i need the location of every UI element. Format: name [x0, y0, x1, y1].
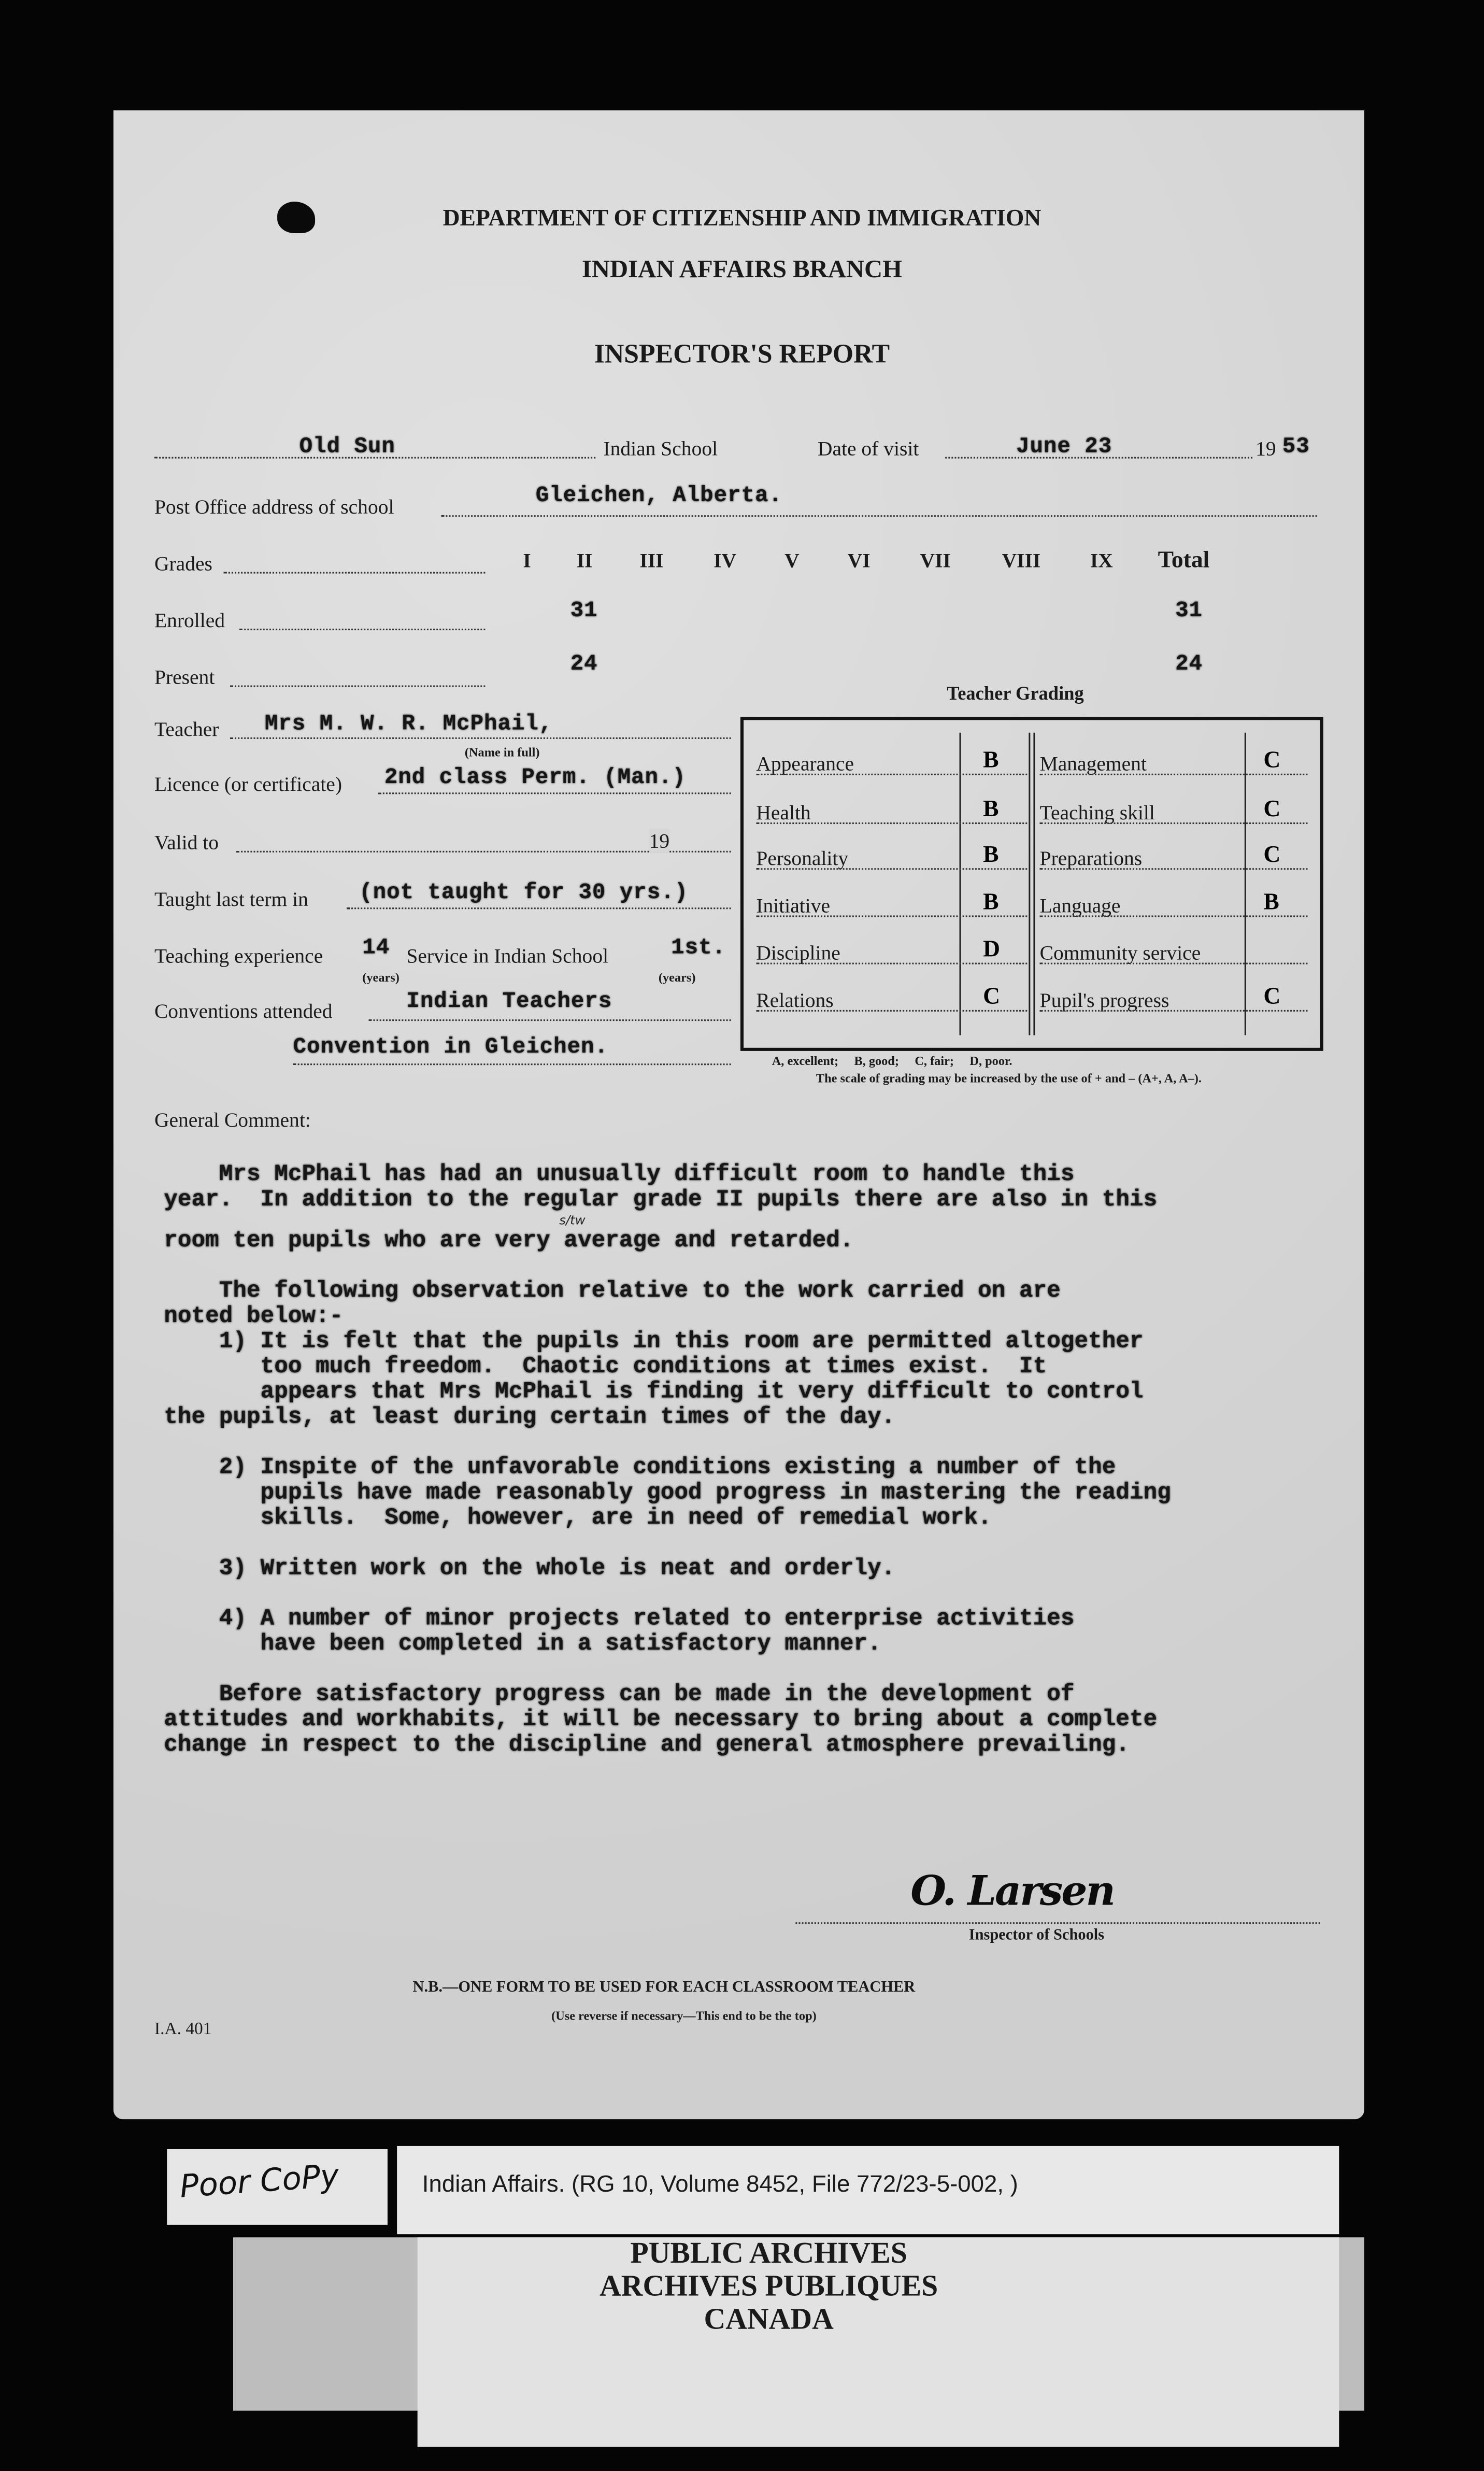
enrolled-label: Enrolled — [154, 608, 225, 632]
archive-line-3: CANADA — [704, 2303, 834, 2337]
comment-line: year. In addition to the regular grade II pupils there are also in this — [164, 1188, 1158, 1214]
handwritten-insert: s/tw — [559, 1213, 586, 1228]
grading-label-discipline: Discipline — [756, 941, 840, 964]
grade-preparations: C — [1263, 843, 1281, 869]
year-prefix: 19 — [1255, 436, 1276, 460]
grade-column-vi: VI — [847, 548, 871, 572]
conventions-line-2: Convention in Gleichen. — [293, 1035, 608, 1061]
teaching-experience-label: Teaching experience — [154, 944, 323, 968]
comment-line — [164, 1531, 1171, 1557]
grading-label-management: Management — [1039, 751, 1147, 775]
name-in-full-note: (Name in full) — [464, 745, 540, 760]
grading-label-health: Health — [756, 800, 811, 825]
comment-line: appears that Mrs McPhail is finding it very difficult to control — [164, 1380, 1144, 1405]
comment-line: 1) It is felt that the pupils in this room are permitted altogether — [164, 1330, 1144, 1355]
form-number: I.A. 401 — [154, 2020, 212, 2039]
licence-label: Licence (or certificate) — [154, 772, 342, 796]
conventions-label: Conventions attended — [154, 999, 333, 1023]
taught-last-term-label: Taught last term in — [154, 887, 308, 911]
date-value: June 23 — [1016, 435, 1112, 460]
grade-management: C — [1263, 748, 1281, 774]
enrolled-grade-II: 31 — [570, 599, 598, 624]
inspector-title: Inspector of Schools — [968, 1927, 1105, 1944]
grade-initiative: B — [983, 890, 999, 916]
archive-reference: Indian Affairs. (RG 10, Volume 8452, File 772/23-5-002, ) — [422, 2171, 1018, 2198]
comment-line: skills. Some, however, are in need of remedial work. — [164, 1506, 992, 1532]
teacher-grading-table — [740, 717, 1323, 1051]
comment-line: The following observation relative to the work carried on are — [164, 1279, 1061, 1305]
present-total: 24 — [1175, 652, 1203, 678]
grading-scale-note: The scale of grading may be increased by the use of + and – (A+, A, A–). — [816, 1071, 1202, 1086]
grade-column-ii: II — [576, 548, 593, 572]
grade-column-iv: IV — [714, 548, 737, 572]
department-heading: DEPARTMENT OF CITIZENSHIP AND IMMIGRATION — [443, 206, 1041, 232]
comment-line: the pupils, at least during certain times of the day. — [164, 1405, 895, 1431]
grade-teaching-skill: C — [1263, 797, 1281, 823]
grade-health: B — [983, 797, 999, 823]
service-years-note: (years) — [658, 970, 696, 985]
grade-discipline: D — [983, 937, 1001, 963]
nb-note: N.B.—ONE FORM TO BE USED FOR EACH CLASSROOM TEACHER — [412, 1979, 916, 1997]
general-comment-label: General Comment: — [154, 1107, 311, 1131]
comment-line: 4) A number of minor projects related to enterprise activities — [164, 1607, 1075, 1632]
grading-label-pupil-s-progress: Pupil's progress — [1039, 988, 1169, 1012]
valid-to-year: 19 — [649, 829, 670, 853]
teaching-experience-value: 14 — [362, 935, 390, 961]
general-comment-text — [164, 1163, 1171, 1758]
reverse-note: (Use reverse if necessary—This end to be the top) — [551, 2009, 817, 2023]
comment-line: attitudes and workhabits, it will be necessary to bring about a complete — [164, 1708, 1158, 1734]
conventions-line-1: Indian Teachers — [406, 989, 612, 1015]
licence-value: 2nd class Perm. (Man.) — [384, 765, 686, 791]
grading-label-teaching-skill: Teaching skill — [1039, 800, 1155, 825]
poor-copy-label — [167, 2149, 388, 2225]
taught-last-term-value: (not taught for 30 yrs.) — [359, 881, 689, 906]
comment-line — [164, 1582, 1171, 1607]
grade-column-v: V — [784, 548, 800, 572]
post-office-value: Gleichen, Alberta. — [535, 484, 782, 509]
service-value: 1st. — [671, 935, 726, 961]
present-grade-II: 24 — [570, 652, 598, 678]
grade-personality: B — [983, 843, 999, 869]
grading-label-language: Language — [1039, 893, 1121, 917]
branch-heading: INDIAN AFFAIRS BRANCH — [581, 257, 902, 284]
years-note: (years) — [362, 970, 399, 985]
date-label: Date of visit — [817, 436, 919, 460]
comment-line — [164, 1657, 1171, 1683]
comment-line: 2) Inspite of the unfavorable conditions existing a number of the — [164, 1456, 1116, 1481]
grade-relations: C — [983, 985, 1001, 1010]
comment-line: Mrs McPhail has had an unusually difficult room to handle this — [164, 1162, 1075, 1188]
teacher-grading-title: Teacher Grading — [947, 682, 1084, 705]
service-label: Service in Indian School — [406, 944, 609, 968]
grade-pupil-s-progress: C — [1263, 985, 1281, 1010]
enrolled-total: 31 — [1175, 599, 1203, 624]
present-label: Present — [154, 665, 215, 689]
year-value: 53 — [1282, 435, 1310, 460]
comment-line: too much freedom. Chaotic conditions at times exist. It — [164, 1355, 1047, 1381]
school-label: Indian School — [603, 436, 718, 460]
grade-column-total: Total — [1158, 548, 1210, 574]
comment-line: Before satisfactory progress can be made in the development of — [164, 1683, 1075, 1708]
post-office-label: Post Office address of school — [154, 494, 394, 519]
grade-column-vii: VII — [920, 548, 951, 572]
school-name: Old Sun — [299, 435, 395, 460]
valid-to-label: Valid to — [154, 830, 219, 854]
inspector-signature: O. Larsen — [910, 1868, 1114, 1916]
grading-label-initiative: Initiative — [756, 893, 831, 917]
grade-column-i: I — [523, 548, 531, 572]
poor-copy-text: Poor CoPy — [178, 2156, 340, 2205]
grading-label-personality: Personality — [756, 846, 849, 870]
grading-label-appearance: Appearance — [756, 751, 854, 775]
comment-line — [164, 1254, 1171, 1280]
grade-column-viii: VIII — [1002, 548, 1041, 572]
teacher-name: Mrs M. W. R. McPhail, — [264, 712, 553, 737]
grading-label-relations: Relations — [756, 988, 834, 1012]
grade-language: B — [1263, 890, 1279, 916]
reference-label — [397, 2146, 1339, 2234]
grading-label-community-service: Community service — [1039, 941, 1201, 964]
archive-line-2: ARCHIVES PUBLIQUES — [600, 2270, 938, 2304]
grading-legend: A, excellent; B, good; C, fair; D, poor. — [772, 1054, 1012, 1069]
archive-line-1: PUBLIC ARCHIVES — [630, 2237, 907, 2271]
comment-line: pupils have made reasonably good progress in mastering the reading — [164, 1481, 1171, 1507]
comment-line: noted below:- — [164, 1304, 344, 1330]
grade-column-ix: IX — [1090, 548, 1113, 572]
report-title: INSPECTOR'S REPORT — [594, 338, 890, 369]
grades-label: Grades — [154, 551, 212, 575]
teacher-label: Teacher — [154, 717, 219, 741]
comment-line: room ten pupils who are very average and retarded. — [164, 1229, 854, 1255]
comment-line: 3) Written work on the whole is neat and orderly. — [164, 1556, 895, 1582]
comment-line: change in respect to the discipline and general atmosphere prevailing. — [164, 1733, 1130, 1758]
grade-column-iii: III — [639, 548, 664, 572]
grade-appearance: B — [983, 748, 999, 774]
comment-line — [164, 1431, 1171, 1456]
grading-label-preparations: Preparations — [1039, 846, 1143, 870]
comment-line: have been completed in a satisfactory manner. — [164, 1632, 881, 1658]
